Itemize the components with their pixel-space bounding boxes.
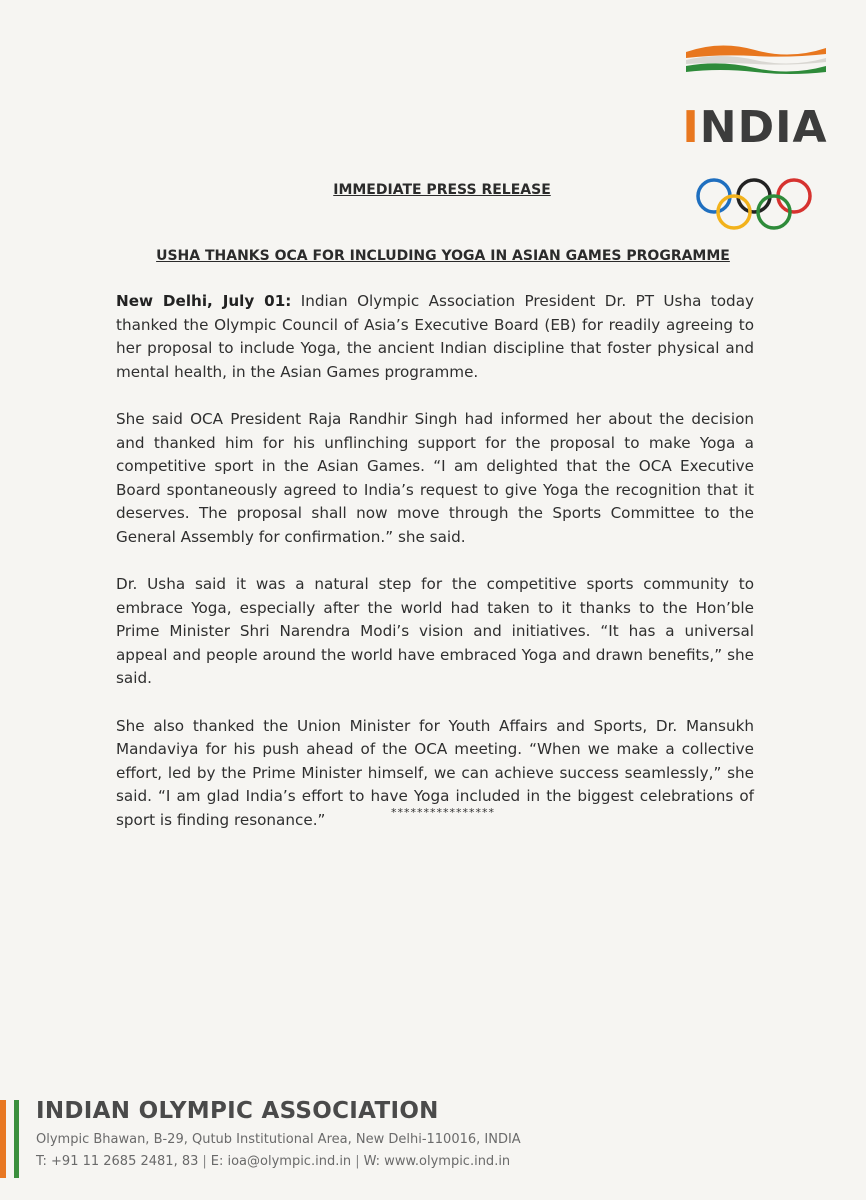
paragraph-1-text: Indian Olympic Association President Dr. PT Usha today thanked the Olympic Council of Asia’s Executive Board (EB) for readily agreeing to her proposal to include Yoga, the ancient Indian discipline that foster physical and mental health, in the Asian Games programme. <box>116 292 754 381</box>
paragraph-4: She also thanked the Union Minister for Youth Affairs and Sports, Dr. Mansukh Mandaviya for his push ahead of the OCA meeting. “When we make a collective effort, led by the Prime Minister himself, we can achieve success seamlessly,” she said. “I am glad India’s effort to have Yoga included in the biggest celebrations of sport is finding resonance.” <box>116 716 754 829</box>
end-marker: **************** <box>391 806 495 819</box>
paragraph-2: She said OCA President Raja Randhir Singh had informed her about the decision and thanked him for his unflinching support for the proposal to make Yoga a competitive sport in the Asian Games. “I am delighted that the OCA Executive Board spontaneously agreed to India’s request to give Yoga the recognition that it deserves. The proposal shall now move through the Sports Committee to the General Assembly for confirmation.” she said. <box>116 410 754 546</box>
logo-wordmark <box>680 102 830 153</box>
footer-website: W: www.olympic.ind.in <box>363 1154 511 1169</box>
footer-green-bar <box>14 1100 19 1178</box>
footer-contact-line <box>36 1154 510 1169</box>
paragraph-1 <box>116 290 754 384</box>
paragraph-3: Dr. Usha said it was a natural step for the competitive sports community to embrace Yoga, especially after the world had taken to it thanks to the Hon’ble Prime Minister Shri Narendra Modi’s vision and initiatives. “It has a universal appeal and people around the world have embraced Yoga and drawn benefits,” she said. <box>116 575 754 687</box>
footer-address: Olympic Bhawan, B-29, Qutub Institutional Area, New Delhi-110016, INDIA <box>36 1132 521 1147</box>
india-olympic-logo <box>680 38 830 198</box>
logo-wordmark-initial: I <box>682 102 700 153</box>
footer-phone: T: +91 11 2685 2481, 83 <box>36 1154 199 1169</box>
dateline: New Delhi, July 01: <box>116 292 292 310</box>
tricolor-flag-icon <box>680 38 830 76</box>
headline: USHA THANKS OCA FOR INCLUDING YOGA IN ASIAN GAMES PROGRAMME <box>156 248 730 264</box>
footer-organization-name: INDIAN OLYMPIC ASSOCIATION <box>36 1098 439 1124</box>
footer-separator: | <box>202 1154 207 1169</box>
footer-separator: | <box>355 1154 360 1169</box>
release-type-heading: IMMEDIATE PRESS RELEASE <box>333 182 551 198</box>
footer-saffron-bar <box>0 1100 6 1178</box>
footer-email: E: ioa@olympic.ind.in <box>210 1154 352 1169</box>
logo-wordmark-rest: NDIA <box>699 102 828 153</box>
article-body <box>116 290 754 856</box>
